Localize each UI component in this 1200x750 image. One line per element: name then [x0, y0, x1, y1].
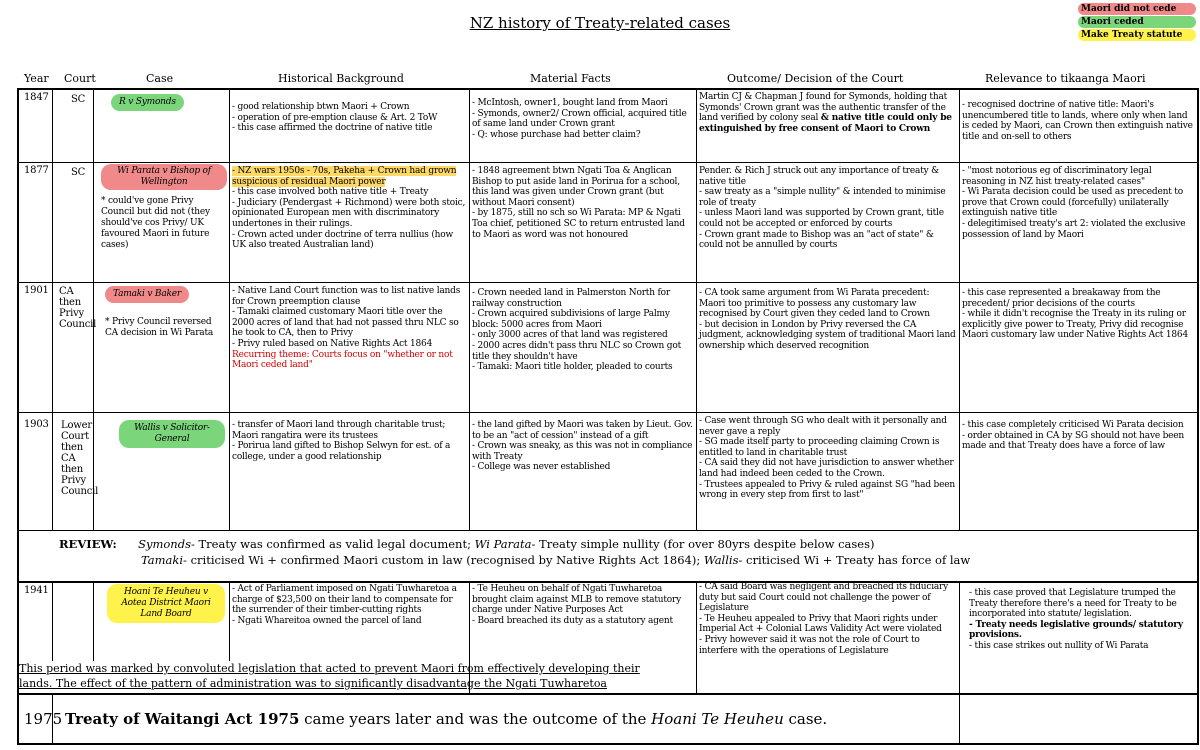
row-facts: - 1848 agreement btwn Ngati Toa & Anglican Bishop to put aside land in Porirua for a school, this land was given under Crown grant (but without Maori consent) - by 1875, still no sch so Wi Parata: MP & Ngati Toa chief, petitioned SC to return entrusted land to Maori as word was not honoured	[472, 166, 685, 240]
case-note: * could've gone Privy Council but did not (they should've cos Privy/ UK favoured Maori in future cases)	[101, 196, 210, 250]
case-label: Hoani Te Heuheu v Aotea District Maori Land Board	[107, 584, 225, 623]
review-summary: REVIEW: Symonds- Treaty was confirmed as valid legal document; Wi Parata- Treaty simple nullity (for over 80yrs despite below cases) Tamaki- criticised Wi + confirmed Maori custom in law (recognised by Native Rights Act 1864); Wallis- criticised Wi + Treaty has force of law	[59, 537, 971, 567]
header-relevance: Relevance to tikaanga Maori	[985, 72, 1146, 85]
legend	[1078, 3, 1196, 42]
row-court: CA then Privy Council	[59, 286, 97, 330]
row-court: SC	[71, 167, 86, 178]
row-outcome: Pender. & Rich J struck out any importance of treaty & native title - saw treaty as a "simple nullity" & intended to minimise role of treaty - unless Maori land was supported by Crown grant, title could not be accepted or enforced by courts - Crown grant made to Bishop was an "act of state" & could not be annulled by courts	[699, 166, 946, 251]
final-year: 1975	[24, 710, 63, 728]
row-background: - NZ wars 1950s - 70s, Pakeha + Crown had grown suspicious of residual Maori power - this case involved both native title + Treaty - Judiciary (Pendergast + Richmond) were both stoic, opinionated European men with discriminatory undertones in their rulings. - Crown acted under doctrine of terra nullius (how UK also treated Australian land)	[232, 166, 466, 251]
row-relevance: - this case completely criticised Wi Parata decision - order obtained in CA by SG should not have been made and that Treaty does have a force of law	[962, 420, 1185, 452]
row-relevance: - this case proved that Legislature trumped the Treaty therefore there's a need for Treaty to be incorporated into statute/ legislation. - Treaty needs legislative grounds/ statutory provisions. - this case strikes out nullity of Wi Parata	[969, 588, 1183, 651]
case-label: Tamaki v Baker	[105, 286, 189, 303]
row-year: 1877	[24, 165, 49, 176]
header-case: Case	[146, 72, 174, 85]
row-relevance: - this case represented a breakaway from the precedent/ prior decisions of the courts - while it didn't recognise the Treaty in its ruling or explicitly give power to Treaty, Privy did recognise Maori customary law under Native Rights Act 1864	[962, 288, 1188, 341]
row-relevance: - "most notorious eg of discriminatory legal reasoning in NZ hist treaty-related cases" - Wi Parata decision could be used as precedent to prove that Crown could (forcefully) unilaterally extinguish native title - delegitimised treaty's art 2: violated the exclusive possession of land by Maori	[962, 166, 1186, 240]
case-note: * Privy Council reversed CA decision in Wi Parata	[105, 317, 214, 338]
row-background: - Native Land Court function was to list native lands for Crown preemption clause - Tamaki claimed customary Maori title over the 2000 acres of land that had not passed thru NLC so he took to CA, then to Privy - Privy ruled based on Native Rights Act 1864 Recurring theme: Courts focus on "whether or not Maori ceded land"	[232, 286, 461, 371]
row-outcome: - CA said Board was negligent and breached its fiduciary duty but said Court could not challenge the power of Legislature - Te Heuheu appealed to Privy that Maori rights under Imperial Act + Colonial Laws Validity Act were violated - Privy however said it was not the role of Court to interfere with the operations of Legislature	[699, 582, 949, 656]
row-background: - good relationship btwn Maori + Crown - operation of pre-emption clause & Art. 2 ToW - this case affirmed the doctrine of native title	[232, 102, 438, 134]
row-year: 1903	[24, 419, 49, 430]
page-title: NZ history of Treaty-related cases	[469, 14, 731, 32]
case-label: R v Symonds	[111, 94, 184, 111]
row-relevance: - recognised doctrine of native title: Maori's unencumbered title to lands, where only when land is ceded by Maori, can Crown then extinguish native title and on-sell to others	[962, 100, 1193, 142]
row-court: Lower Court then CA then Privy Council	[61, 420, 99, 497]
row-facts: - McIntosh, owner1, bought land from Maori - Symonds, owner2/ Crown official, acquired title of same land under Crown grant - Q: whose purchase had better claim?	[472, 98, 687, 140]
period-note: This period was marked by convoluted legislation that acted to prevent Maori from effectively developing their lands. The effect of the pattern of administration was to significantly disadvantage the Ngati Tuwharetoa	[19, 662, 640, 690]
cases-table	[17, 88, 1199, 745]
legend-ceded: Maori ceded	[1078, 16, 1196, 28]
row-outcome: - Case went through SG who dealt with it personally and never gave a reply - SG made itself party to proceeding claiming Crown is entitled to land in charitable trust - CA said they did not have jurisdiction to answer whether land had indeed been ceded to the Crown. - Trustees appealed to Privy & ruled against SG "had been wrong in every step from first to last"	[699, 416, 955, 501]
row-outcome: - CA took same argument from Wi Parata precedent: Maori too primitive to possess any customary law recognised by Court given they ceded land to Crown - but decision in London by Privy reversed the CA judgment, acknowledging system of traditional Maori land ownership which deserved recognition	[699, 288, 956, 351]
row-background: - transfer of Maori land through charitable trust; Maori rangatira were its trustees - Porirua land gifted to Bishop Selwyn for est. of a college, under a good relationship	[232, 420, 451, 462]
row-court: SC	[71, 94, 86, 105]
row-outcome: Martin CJ & Chapman J found for Symonds, holding that Symonds' Crown grant was the authentic transfer of the land verified by colony seal & native title could only be extinguished by free consent of Maori to Crown	[699, 92, 952, 134]
header-background: Historical Background	[278, 72, 404, 85]
row-facts: - Te Heuheu on behalf of Ngati Tuwharetoa brought claim against MLB to remove statutory charge under Native Purposes Act - Board breached its duty as a statutory agent	[472, 584, 681, 626]
row-year: 1901	[24, 285, 49, 296]
header-facts: Material Facts	[530, 72, 611, 85]
final-note: Treaty of Waitangi Act 1975 came years later and was the outcome of the Hoani Te Heuheu case.	[65, 710, 828, 728]
legend-not-ceded: Maori did not cede	[1078, 3, 1196, 15]
row-year: 1847	[24, 92, 49, 103]
row-background: - Act of Parliament imposed on Ngati Tuwharetoa a charge of $23,500 on their land to compensate for the surrender of their timber-cutting rights - Ngati Whareitoa owned the parcel of land	[232, 584, 457, 626]
row-facts: - Crown needed land in Palmerston North for railway construction - Crown acquired subdivisions of large Palmy block: 5000 acres from Maori - only 3000 acres of that land was registered - 2000 acres didn't pass thru NLC so Crown got title they shouldn't have - Tamaki: Maori title holder, pleaded to courts	[472, 288, 681, 373]
legend-statute: Make Treaty statute	[1078, 29, 1196, 41]
header-outcome: Outcome/ Decision of the Court	[727, 72, 904, 85]
case-label: Wallis v Solicitor-General	[119, 420, 225, 448]
header-court: Court	[64, 72, 96, 85]
row-year: 1941	[24, 585, 49, 596]
case-label: Wi Parata v Bishop of Wellington	[101, 164, 227, 190]
row-facts: - the land gifted by Maori was taken by Lieut. Gov. to be an "act of cession" instead of a gift - Crown was sneaky, as this was not in compliance with Treaty - College was never established	[472, 420, 693, 473]
header-year: Year	[24, 72, 49, 85]
